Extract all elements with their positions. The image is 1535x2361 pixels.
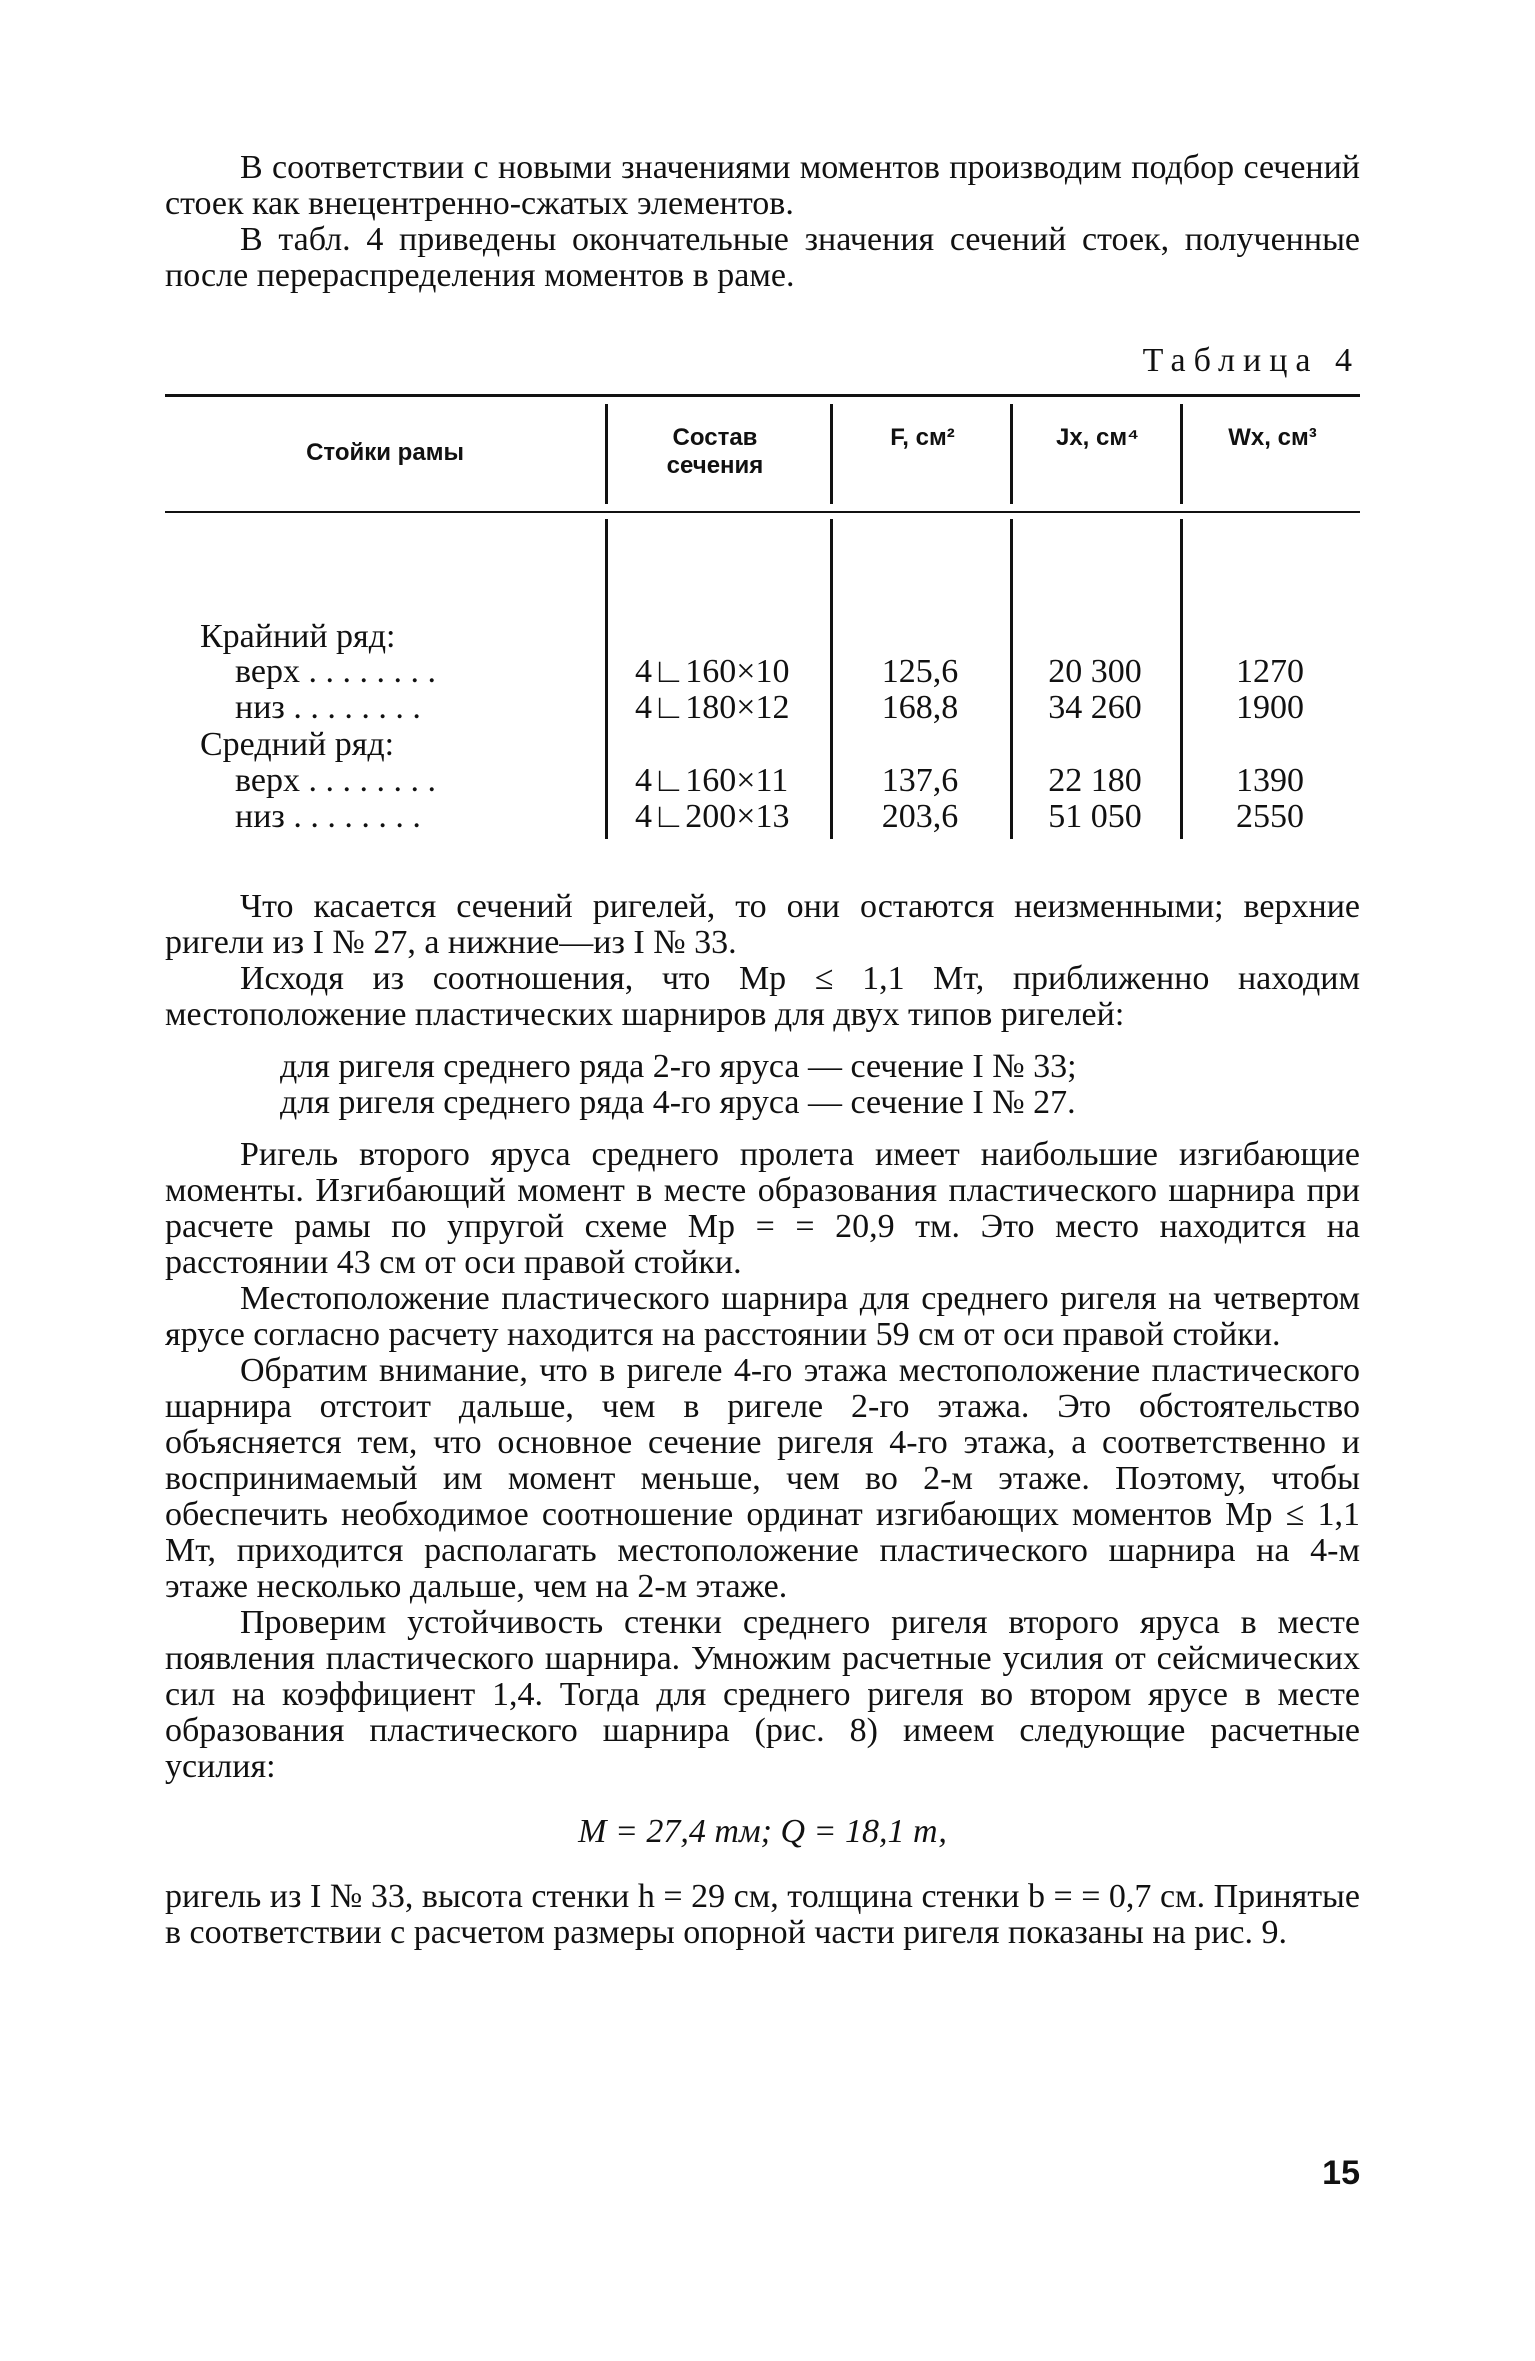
paragraph-3: Что касается сечений ригелей, то они остаются неизменными; верхние ригели из I № 27, а нижние—из I № 33. xyxy=(165,888,1360,961)
row-name: низ . . . . . . . . xyxy=(235,689,421,726)
row-J: 34 260 xyxy=(1048,689,1142,726)
paragraph-5: Ригель второго яруса среднего пролета имеет наибольшие изгибающие моменты. Изгибающий момент в месте образования пластического шарнира при расчете рамы по упругой схеме Mp = = 20,9 тм. Это место находится на расстоянии 43 см от оси правой стойки. xyxy=(165,1136,1360,1281)
paragraph-intro-1: В соответствии с новыми значениями моментов производим подбор сечений стоек как внецентренно-сжатых элементов. xyxy=(165,149,1360,222)
page-number: 15 xyxy=(1322,2154,1360,2192)
col-divider xyxy=(1180,404,1183,504)
page-content xyxy=(165,150,1360,1951)
hinge-list xyxy=(165,1049,1360,1121)
row-name: верх . . . . . . . . xyxy=(235,762,436,799)
paragraph-4: Исходя из соотношения, что Mp ≤ 1,1 Mт, приближенно находим местоположение пластических шарниров для двух типов ригелей: xyxy=(165,960,1360,1033)
group-outer-row: Крайний ряд: xyxy=(200,618,396,655)
row-section: 4∟160×10 xyxy=(635,653,790,690)
header-Jx: Jx, см⁴ xyxy=(1055,424,1139,451)
header-section: Состав сечения xyxy=(666,424,764,479)
group-middle-row: Средний ряд: xyxy=(200,726,395,763)
row-name: верх . . . . . . . . xyxy=(235,653,436,690)
table-caption: Таблица 4 xyxy=(1142,342,1360,379)
row-J: 51 050 xyxy=(1048,798,1142,835)
row-W: 1900 xyxy=(1236,689,1304,726)
list-item: для ригеля среднего ряда 2-го яруса — сечение I № 33; xyxy=(280,1048,1077,1085)
row-section: 4∟200×13 xyxy=(635,798,790,835)
paragraph-7: Обратим внимание, что в ригеле 4-го этажа местоположение пластического шарнира отстоит дальше, чем в ригеле 2-го этажа. Это обстоятельство объясняется тем, что основное сечение ригеля 4-го этажа, а соответственно и воспринимаемый им момент меньше, чем во 2-м этаже. Поэтому, чтобы обеспечить необходимое соотношение ординат изгибающих моментов Mp ≤ 1,1 Mт, приходится располагать местоположение пластического шарнира на 4-м этаже несколько дальше, чем на 2-м этаже. xyxy=(165,1352,1360,1605)
row-F: 168,8 xyxy=(881,689,959,726)
col-divider xyxy=(1010,404,1013,504)
row-F: 203,6 xyxy=(881,798,959,835)
col-divider xyxy=(605,519,608,839)
col-divider xyxy=(830,404,833,504)
header-F: F, см² xyxy=(890,424,955,451)
row-F: 125,6 xyxy=(881,653,959,690)
row-F: 137,6 xyxy=(881,762,959,799)
col-divider xyxy=(605,404,608,504)
paragraph-intro-2: В табл. 4 приведены окончательные значения сечений стоек, полученные после перераспределения моментов в раме. xyxy=(165,221,1360,294)
header-Wx: Wx, см³ xyxy=(1228,424,1317,451)
table-top-rule xyxy=(165,394,1360,397)
row-J: 22 180 xyxy=(1048,762,1142,799)
row-section: 4∟180×12 xyxy=(635,689,790,726)
row-W: 1390 xyxy=(1236,762,1304,799)
table-4 xyxy=(165,394,1360,864)
list-item: для ригеля среднего ряда 4-го яруса — сечение I № 27. xyxy=(280,1084,1076,1121)
row-W: 1270 xyxy=(1236,653,1304,690)
row-section: 4∟160×11 xyxy=(635,762,789,799)
paragraph-8: Проверим устойчивость стенки среднего ригеля второго яруса в месте появления пластического шарнира. Умножим расчетные усилия от сейсмических сил на коэффициент 1,4. Тогда для среднего ригеля во втором ярусе в месте образования пластического шарнира (рис. 8) имеем следующие расчетные усилия: xyxy=(165,1604,1360,1785)
table-header-rule xyxy=(165,511,1360,513)
row-name: низ . . . . . . . . xyxy=(235,798,421,835)
header-frame-columns: Стойки рамы xyxy=(306,439,464,466)
row-J: 20 300 xyxy=(1048,653,1142,690)
row-W: 2550 xyxy=(1236,798,1304,835)
paragraph-9: ригель из I № 33, высота стенки h = 29 см, толщина стенки b = = 0,7 см. Принятые в соответствии с расчетом размеры опорной части ригеля показаны на рис. 9. xyxy=(165,1878,1360,1951)
paragraph-6: Местоположение пластического шарнира для среднего ригеля на четвертом ярусе согласно расчету находится на расстоянии 59 см от оси правой стойки. xyxy=(165,1280,1360,1353)
formula: M = 27,4 тм; Q = 18,1 т, xyxy=(578,1813,947,1850)
body-text xyxy=(165,889,1360,1951)
